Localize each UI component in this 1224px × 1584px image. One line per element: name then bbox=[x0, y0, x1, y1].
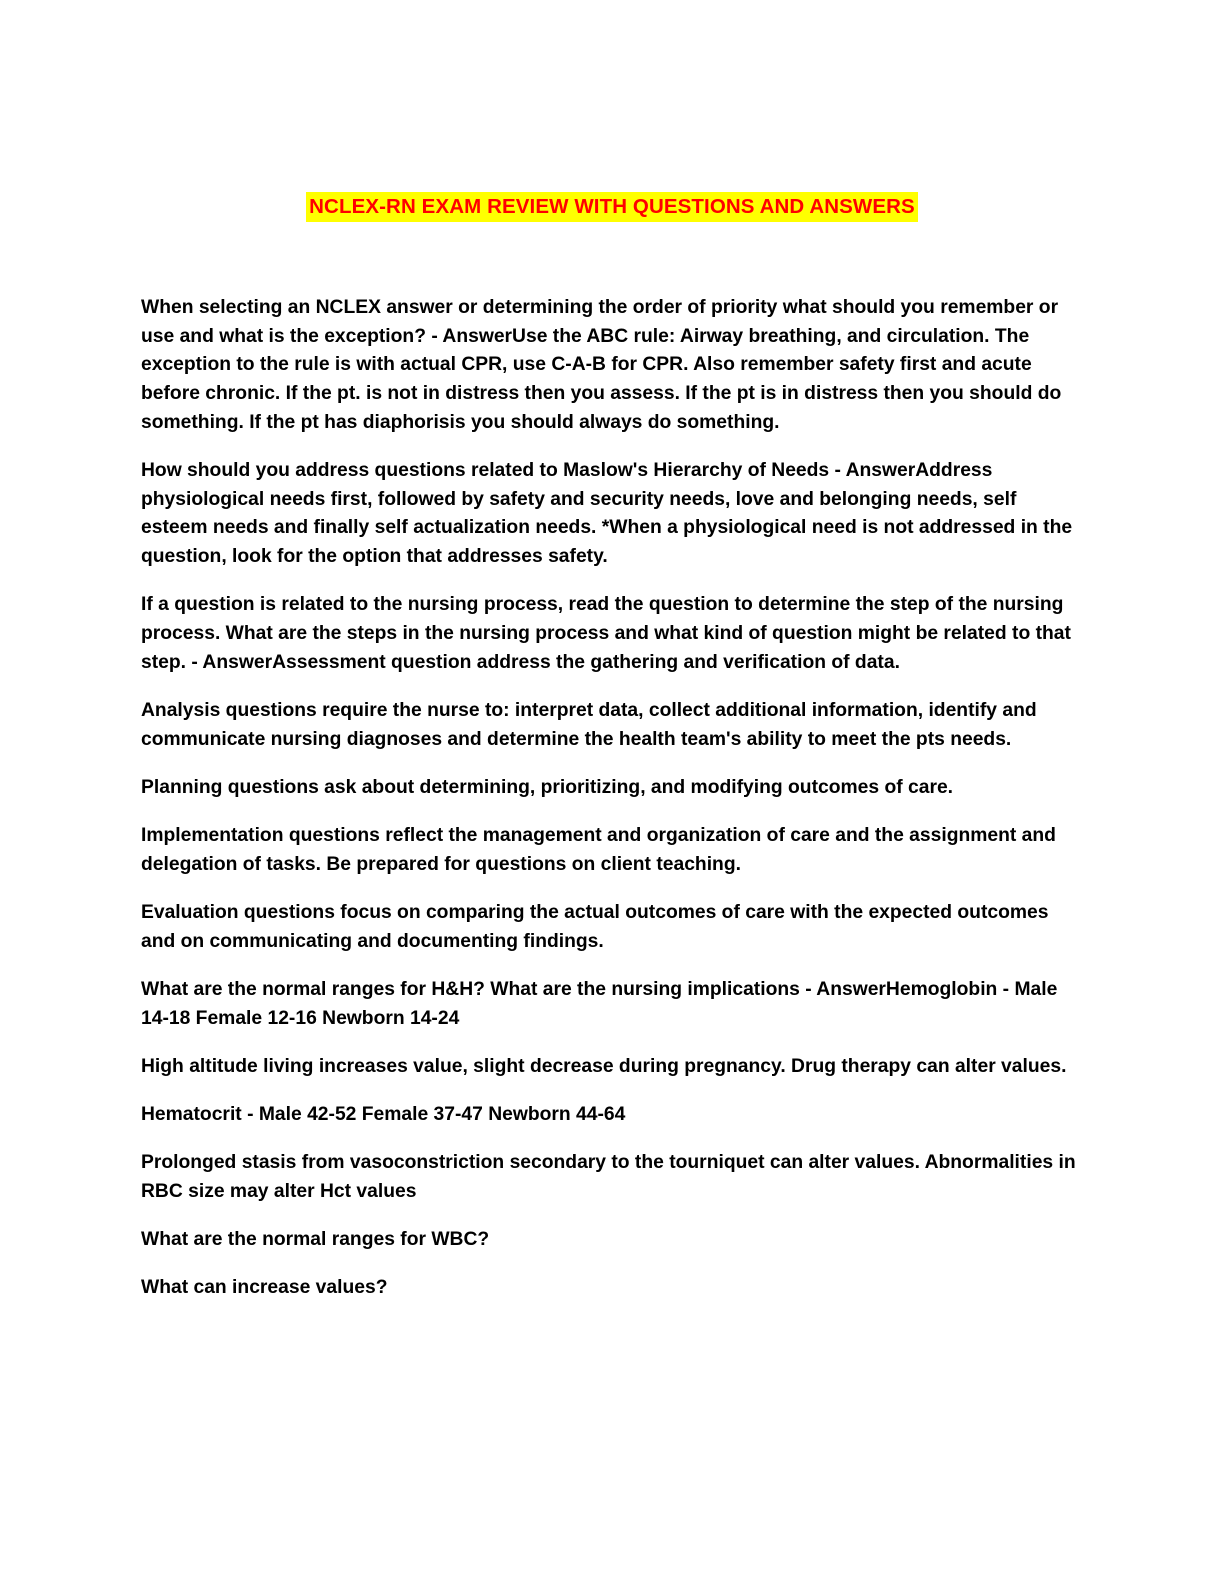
paragraph-analysis: Analysis questions require the nurse to: interpret data, collect additional information, identify and communicate nursing diagnoses and determine the health team's ability to meet the pts needs. bbox=[141, 699, 1037, 750]
document-title: NCLEX-RN EXAM REVIEW WITH QUESTIONS AND ANSWERS bbox=[306, 192, 918, 222]
paragraph-evaluation: Evaluation questions focus on comparing the actual outcomes of care with the expected outcomes and on communicating and documenting findings. bbox=[141, 901, 1049, 952]
document-body bbox=[141, 294, 1081, 1322]
paragraph-hematocrit-factors: Prolonged stasis from vasoconstriction secondary to the tourniquet can alter values. Abnormalities in RBC size may alter Hct values bbox=[141, 1152, 1076, 1202]
paragraph-wbc-ranges: What are the normal ranges for WBC? bbox=[141, 1229, 490, 1251]
paragraph-abc-priority: When selecting an NCLEX answer or determining the order of priority what should you remember or use and what is the exception? - AnswerUse the ABC rule: Airway breathing, and circulation. The exception to the rule is with actual CPR, use C-A-B for CPR. Also remember safety first and acute before chronic. If the pt. is not in distress then you assess. If the pt is in distress then you should do something. If the pt has diaphorisis you should always do something. bbox=[141, 297, 1062, 433]
paragraph-hematocrit-ranges: Hematocrit - Male 42-52 Female 37-47 Newborn 44-64 bbox=[141, 1103, 626, 1125]
paragraph-hh-ranges: What are the normal ranges for H&H? What are the nursing implications - AnswerHemoglobin - Male 14-18 Female 12-16 Newborn 14-24 bbox=[141, 978, 1058, 1029]
paragraph-maslow: How should you address questions related to Maslow's Hierarchy of Needs - AnswerAddress physiological needs first, followed by safety and security needs, love and belonging needs, self esteem needs and finally self actualization needs. *When a physiological need is not addressed in the question, look for the option that addresses safety. bbox=[141, 460, 1073, 568]
paragraph-hemoglobin-factors: High altitude living increases value, slight decrease during pregnancy. Drug therapy can alter values. bbox=[141, 1055, 1067, 1077]
paragraph-implementation: Implementation questions reflect the management and organization of care and the assignment and delegation of tasks. Be prepared for questions on client teaching. bbox=[141, 825, 1056, 875]
paragraph-planning: Planning questions ask about determining, prioritizing, and modifying outcomes of care. bbox=[141, 776, 954, 798]
title-container bbox=[0, 192, 1224, 222]
paragraph-nursing-process: If a question is related to the nursing process, read the question to determine the step of the nursing process. What are the steps in the nursing process and what kind of question might be related to that step. - AnswerAssessment question address the gathering and verification of data. bbox=[141, 594, 1071, 673]
paragraph-wbc-increase: What can increase values? bbox=[141, 1277, 388, 1299]
